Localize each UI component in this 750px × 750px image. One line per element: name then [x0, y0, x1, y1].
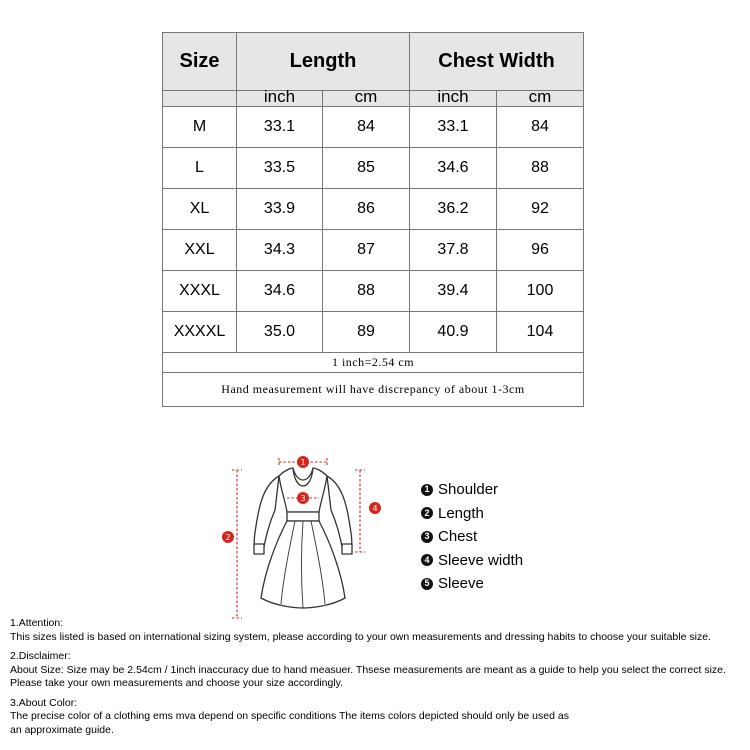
size-cell: XXXXL [163, 312, 237, 353]
chest-inch-cell: 36.2 [410, 189, 497, 230]
marker-3-icon [297, 492, 309, 504]
length-inch-cell: 34.3 [237, 230, 323, 271]
disclaimer-body: Please take your own measurements and choose your size accordingly. [10, 677, 344, 689]
number-5-icon: 5 [421, 578, 433, 590]
unit-cell: inch [410, 91, 497, 107]
length-inch-cell: 33.1 [237, 107, 323, 148]
color-body: an approximate guide. [10, 723, 114, 736]
measurement-note: Hand measurement will have discrepancy of about 1-3cm [163, 373, 584, 407]
marker-4-icon [369, 502, 381, 514]
table-row [163, 230, 584, 271]
unit-cell: inch [237, 91, 323, 107]
table-row [163, 271, 584, 312]
length-cm-cell: 87 [323, 230, 410, 271]
chest-inch-cell: 34.6 [410, 148, 497, 189]
legend-label: Length [438, 504, 484, 522]
unit-row [163, 91, 584, 107]
dress-measurement-diagram [215, 440, 390, 620]
measurement-legend [421, 478, 523, 596]
header-length: Length [237, 33, 410, 91]
attention-title: 1.Attention: [10, 617, 64, 629]
legend-label: Chest [438, 528, 478, 546]
table-row [163, 148, 584, 189]
measurement-note-row [163, 373, 584, 407]
length-inch-cell: 34.6 [237, 271, 323, 312]
length-inch-cell: 33.9 [237, 189, 323, 230]
chest-cm-cell: 92 [497, 189, 584, 230]
number-1-icon: 1 [421, 484, 433, 496]
legend-label: Sleeve [438, 575, 484, 593]
legend-item-sleeve [421, 572, 523, 596]
attention-body: This sizes listed is based on international sizing system, please according to your own measurements and dressing habits to choose your suitable size. [10, 630, 711, 643]
conversion-note-row [163, 353, 584, 373]
legend-label: Shoulder [438, 481, 499, 499]
legend-item-sleeve-width [421, 549, 523, 573]
table-row [163, 107, 584, 148]
size-cell: XXXL [163, 271, 237, 312]
svg-text:3: 3 [300, 494, 306, 503]
legend-item-length [421, 502, 523, 526]
header-chest-width: Chest Width [410, 33, 584, 91]
svg-text:2: 2 [225, 533, 231, 542]
color-note [10, 697, 745, 738]
chest-cm-cell: 88 [497, 148, 584, 189]
marker-2-icon [222, 531, 234, 543]
number-3-icon: 3 [421, 531, 433, 543]
length-cm-cell: 86 [323, 189, 410, 230]
size-cell: XL [163, 189, 237, 230]
number-2-icon: 2 [421, 507, 433, 519]
attention-note [10, 617, 745, 644]
svg-text:4: 4 [372, 504, 378, 513]
disclaimer-note [10, 650, 745, 691]
chest-cm-cell: 96 [497, 230, 584, 271]
header-row [163, 33, 584, 91]
unit-cell: cm [497, 91, 584, 107]
table-row [163, 312, 584, 353]
size-cell: XXL [163, 230, 237, 271]
length-cm-cell: 88 [323, 271, 410, 312]
unit-cell: cm [323, 91, 410, 107]
svg-text:1: 1 [300, 458, 306, 467]
disclaimer-body: About Size: Size may be 2.54cm / 1inch inaccuracy due to hand measuer. Thsese measurements are meant as a guide to help you select the correct size. [10, 663, 726, 676]
disclaimer-title: 2.Disclaimer: [10, 650, 71, 662]
notes-section [10, 617, 745, 743]
table-row [163, 189, 584, 230]
length-inch-cell: 33.5 [237, 148, 323, 189]
marker-1-icon [297, 456, 309, 468]
dress-illustration [254, 468, 352, 608]
length-cm-cell: 85 [323, 148, 410, 189]
size-chart-table [162, 32, 584, 407]
unit-cell-blank [163, 91, 237, 107]
length-inch-cell: 35.0 [237, 312, 323, 353]
color-title: 3.About Color: [10, 696, 78, 709]
legend-label: Sleeve width [438, 551, 524, 569]
chest-cm-cell: 104 [497, 312, 584, 353]
legend-item-shoulder [421, 478, 523, 502]
chest-inch-cell: 40.9 [410, 312, 497, 353]
size-cell: L [163, 148, 237, 189]
chest-cm-cell: 100 [497, 271, 584, 312]
number-4-icon: 4 [421, 554, 433, 566]
legend-item-chest [421, 525, 523, 549]
chest-inch-cell: 39.4 [410, 271, 497, 312]
size-cell: M [163, 107, 237, 148]
length-cm-cell: 84 [323, 107, 410, 148]
conversion-note: 1 inch=2.54 cm [163, 353, 584, 373]
chest-inch-cell: 33.1 [410, 107, 497, 148]
header-size: Size [163, 33, 237, 91]
chest-inch-cell: 37.8 [410, 230, 497, 271]
chest-cm-cell: 84 [497, 107, 584, 148]
color-body: The precise color of a clothing ems mva depend on specific conditions The items colors depicted should only be used as [10, 710, 569, 722]
length-cm-cell: 89 [323, 312, 410, 353]
